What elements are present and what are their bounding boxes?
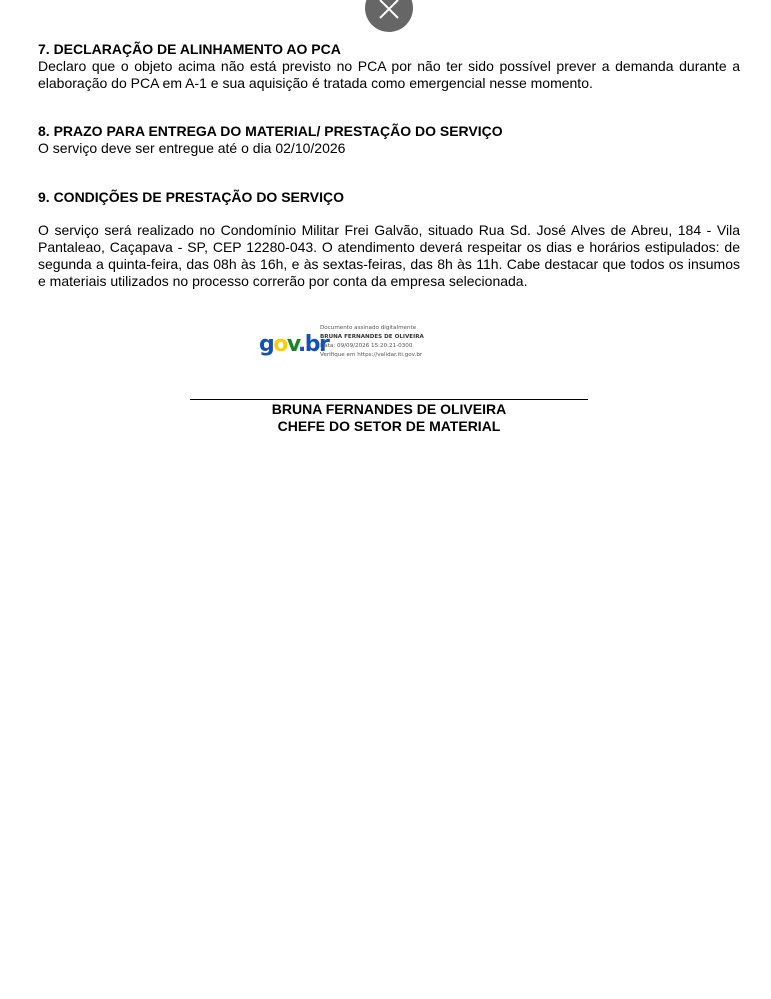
- signature-name: BRUNA FERNANDES DE OLIVEIRA: [320, 334, 424, 340]
- close-button[interactable]: [365, 0, 413, 32]
- section-8: [38, 123, 740, 157]
- signature-date: Data: 09/09/2026 15:20:21-0300: [320, 343, 413, 349]
- signature-line-1: Documento assinado digitalmente: [320, 325, 417, 331]
- section-9: [38, 189, 740, 290]
- section-8-body: O serviço deve ser entregue até o dia 02/10/2026: [38, 140, 346, 156]
- digital-signature-stamp: [259, 324, 449, 368]
- section-7-body: Declaro que o objeto acima não está previsto no PCA por não ter sido possível prever a demanda durante a elaboração do PCA em A-1 e sua aquisição é tratada como emergencial nesse momento.: [38, 58, 740, 91]
- govbr-logo: gov.br: [259, 332, 329, 357]
- section-8-heading: 8. PRAZO PARA ENTREGA DO MATERIAL/ PRESTAÇÃO DO SERVIÇO: [38, 123, 503, 139]
- signer-name: BRUNA FERNANDES DE OLIVEIRA: [271, 401, 507, 417]
- signature-details: [320, 324, 450, 360]
- section-7: [38, 41, 740, 92]
- close-icon: [365, 0, 413, 32]
- section-9-heading: 9. CONDIÇÕES DE PRESTAÇÃO DO SERVIÇO: [38, 189, 344, 205]
- signature-line: [190, 399, 588, 400]
- section-7-heading: 7. DECLARAÇÃO DE ALINHAMENTO AO PCA: [38, 41, 341, 57]
- section-9-body: O serviço será realizado no Condomínio Militar Frei Galvão, situado Rua Sd. José Alves de Abreu, 184 - Vila Pantaleao, Caçapava - SP, CEP 12280-043. O atendimento deverá respeitar os dias e horários estipulados: de segunda a quinta-feira, das 08h às 16h, e às sextas-feiras, das 8h às 11h. Cabe destacar que todos os insumos e materiais utilizados no processo correrão por conta da empresa selecionada.: [38, 222, 740, 289]
- signature-verify: Verifique em https://validar.iti.gov.br: [320, 352, 423, 358]
- signer-title: CHEFE DO SETOR DE MATERIAL: [277, 418, 501, 434]
